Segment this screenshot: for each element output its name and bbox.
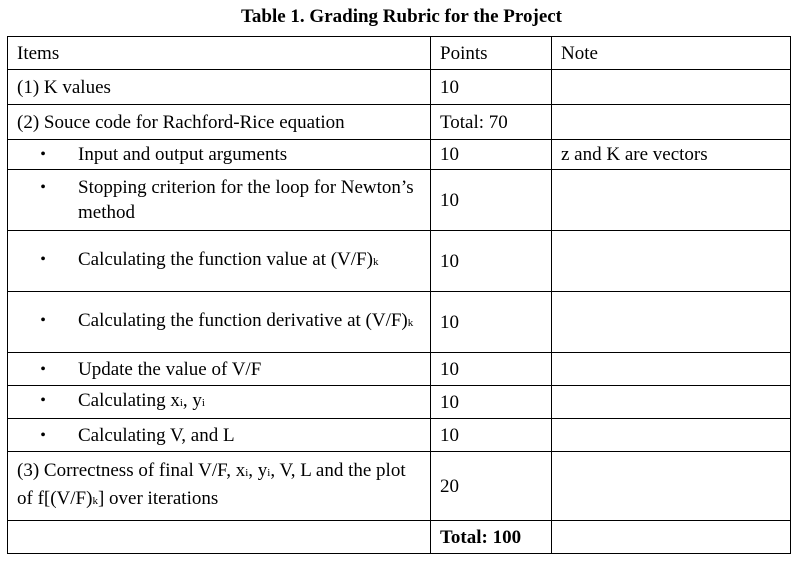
row-points: 10	[431, 231, 552, 292]
bullet-icon: •	[40, 426, 46, 444]
row-note	[552, 419, 791, 452]
table-row	[8, 140, 791, 170]
bullet-icon: •	[40, 312, 46, 329]
row-note	[552, 521, 791, 554]
row-item-text: Calculating the function derivative at (V/F)k	[78, 310, 414, 331]
table-header-row	[8, 37, 791, 70]
row-note	[552, 231, 791, 292]
table-row	[8, 231, 791, 292]
row-note	[552, 386, 791, 419]
row-item-text: Calculating V, and L	[78, 424, 235, 446]
table-row	[8, 105, 791, 140]
row-note	[552, 353, 791, 386]
table-row	[8, 452, 791, 521]
bullet-icon: •	[40, 251, 46, 268]
row-note	[552, 105, 791, 140]
row-item	[8, 231, 431, 292]
row-note	[552, 292, 791, 353]
row-item: (1) K values	[8, 70, 431, 105]
row-item-text: Input and output arguments	[78, 144, 288, 165]
row-points: 10	[431, 419, 552, 452]
row-points: 10	[431, 140, 552, 170]
row-points: 10	[431, 70, 552, 105]
row-item: (2) Souce code for Rachford-Rice equation	[8, 105, 431, 140]
row-points: Total: 70	[431, 105, 552, 140]
row-item	[8, 292, 431, 353]
row-item	[8, 521, 431, 554]
table-row-total	[8, 521, 791, 554]
row-points: 10	[431, 170, 552, 231]
row-note	[552, 170, 791, 231]
row-item	[8, 386, 431, 419]
table-row	[8, 292, 791, 353]
row-note	[552, 452, 791, 521]
row-points: 10	[431, 292, 552, 353]
row-points: 10	[431, 386, 552, 419]
row-item	[8, 419, 431, 452]
total-points: Total: 100	[431, 521, 552, 554]
row-item-text: Update the value of V/F	[78, 358, 262, 380]
row-item	[8, 170, 431, 231]
row-item	[8, 353, 431, 386]
header-points: Points	[431, 37, 552, 70]
row-item	[8, 140, 431, 170]
row-note: z and K are vectors	[552, 140, 791, 170]
header-items: Items	[8, 37, 431, 70]
row-points: 20	[431, 452, 552, 521]
bullet-icon: •	[40, 146, 46, 163]
row-item-text: Calculating the function value at (V/F)k	[78, 249, 379, 270]
row-points: 10	[431, 353, 552, 386]
row-item-text: Stopping criterion for the loop for Newton’s method	[78, 177, 414, 223]
table-row	[8, 170, 791, 231]
table-row	[8, 419, 791, 452]
grading-rubric-table	[7, 36, 791, 554]
table-row	[8, 70, 791, 105]
bullet-icon: •	[40, 392, 46, 409]
table-title: Table 1. Grading Rubric for the Project	[240, 6, 563, 27]
bullet-icon: •	[40, 360, 46, 378]
row-item-text: Calculating xi, yi	[78, 390, 205, 411]
bullet-icon: •	[40, 179, 46, 196]
table-row	[8, 353, 791, 386]
table-row	[8, 386, 791, 419]
header-note: Note	[552, 37, 791, 70]
row-note	[552, 70, 791, 105]
row-item: (3) Correctness of final V/F, xi, yi, V, L and the plot of f[(V/F)k] over iterations	[8, 452, 431, 521]
